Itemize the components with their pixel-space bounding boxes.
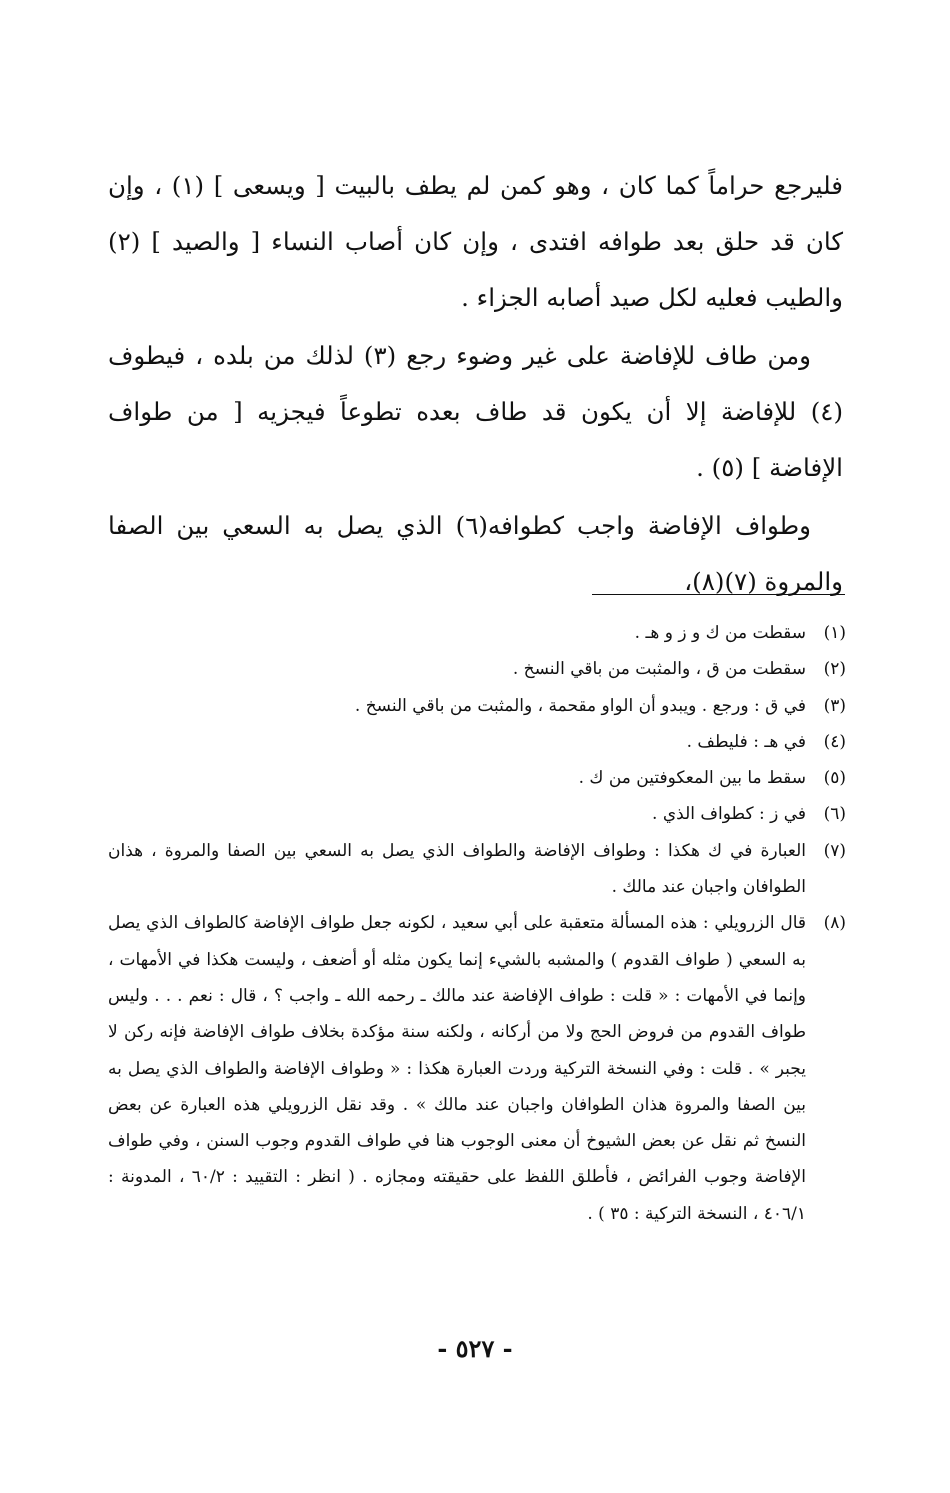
- footnotes: [108, 615, 846, 1232]
- footnote-number: (٧): [823, 840, 846, 861]
- footnote-3: [108, 688, 846, 724]
- footnote-number: (٨): [823, 913, 846, 934]
- footnote-text: في هـ : فليطف .: [686, 731, 806, 752]
- footnote-number: (١): [823, 623, 846, 643]
- footnote-separator: [592, 594, 845, 595]
- page-number: - ٥٢٧ -: [437, 1334, 513, 1363]
- footnote-number: (٣): [823, 695, 846, 716]
- footnote-8: [108, 905, 846, 1232]
- footnote-number: (٤): [823, 731, 846, 752]
- footnote-number: (٢): [823, 659, 846, 680]
- main-paragraph-1: فليرجع حراماً كما كان ، وهو كمن لم يطف بالبيت [ ويسعى ] (١) ، وإن كان قد حلق بعد طوافه افتدى ، وإن كان أصاب النساء [ والصيد ] (٢) والطيب فعليه لكل صيد أصابه الجزاء .: [108, 171, 843, 312]
- footnote-text: في ز : كطواف الذي .: [652, 804, 806, 825]
- main-paragraph-3: وطواف الإفاضة واجب كطوافه(٦) الذي يصل به السعي بين الصفا والمروة (٧)(٨)،: [108, 511, 843, 596]
- footnote-2: [108, 651, 846, 687]
- footnote-text: في ق : ورجع . ويبدو أن الواو مقحمة ، والمثبت من باقي النسخ .: [354, 695, 806, 716]
- main-text: [108, 158, 843, 612]
- footnote-6: [108, 796, 846, 832]
- footnote-1: [108, 615, 846, 651]
- footnote-text: سقطت من ك و ز و هـ .: [634, 623, 806, 643]
- footnote-text: سقط ما بين المعكوفتين من ك .: [578, 768, 806, 789]
- footnote-number: (٦): [823, 804, 846, 825]
- footnote-text: قال الزرويلي : هذه المسألة متعقبة على أبي سعيد ، لكونه جعل طواف الإفاضة كالطواف الذي يصل به السعي ( طواف القدوم ) والمشبه بالشيء إنما يكون مثله أو أضعف ، وليست هكذا في الأمهات ، وإنما في الأمهات : « قلت : طواف الإفاضة عند مالك ـ رحمه الله ـ واجب ؟ ، قال : نعم . . . وليس طواف القدوم من فروض الحج ولا من أركانه ، ولكنه سنة مؤكدة بخلاف طواف الإفاضة فإنه ركن لا يجبر » . قلت : وفي النسخة التركية وردت العبارة هكذا : « وطواف الإفاضة والطواف الذي يصل به بين الصفا والمروة هذان الطوافان واجبان عند مالك » . وقد نقل الزرويلي هذه العبارة عن بعض النسخ ثم نقل عن بعض الشيوخ أن معنى الوجوب هنا في طواف القدوم وجوب السنن ، وفي طواف الإفاضة وجوب الفرائض ، فأطلق اللفظ على حقيقته ومجازه . ( انظر : التقييد : ٦٠/٢ ، المدونة : ٤٠٦/١ ، النسخة التركية : ٣٥ ) .: [108, 913, 807, 1224]
- footnote-5: [108, 760, 846, 796]
- footnote-7: [108, 833, 846, 906]
- footnote-text: العبارة في ك هكذا : وطواف الإفاضة والطواف الذي يصل به السعي بين الصفا والمروة ، هذان الطوافان واجبان عند مالك .: [108, 840, 806, 898]
- footnote-number: (٥): [823, 768, 846, 789]
- main-paragraph-2: ومن طاف للإفاضة على غير وضوء رجع (٣) لذلك من بلده ، فيطوف (٤) للإفاضة إلا أن يكون قد طاف بعده تطوعاً فيجزيه [ من طواف الإفاضة ] (٥) .: [108, 341, 843, 482]
- footnote-text: سقطت من ق ، والمثبت من باقي النسخ .: [512, 659, 806, 680]
- footnote-4: [108, 724, 846, 760]
